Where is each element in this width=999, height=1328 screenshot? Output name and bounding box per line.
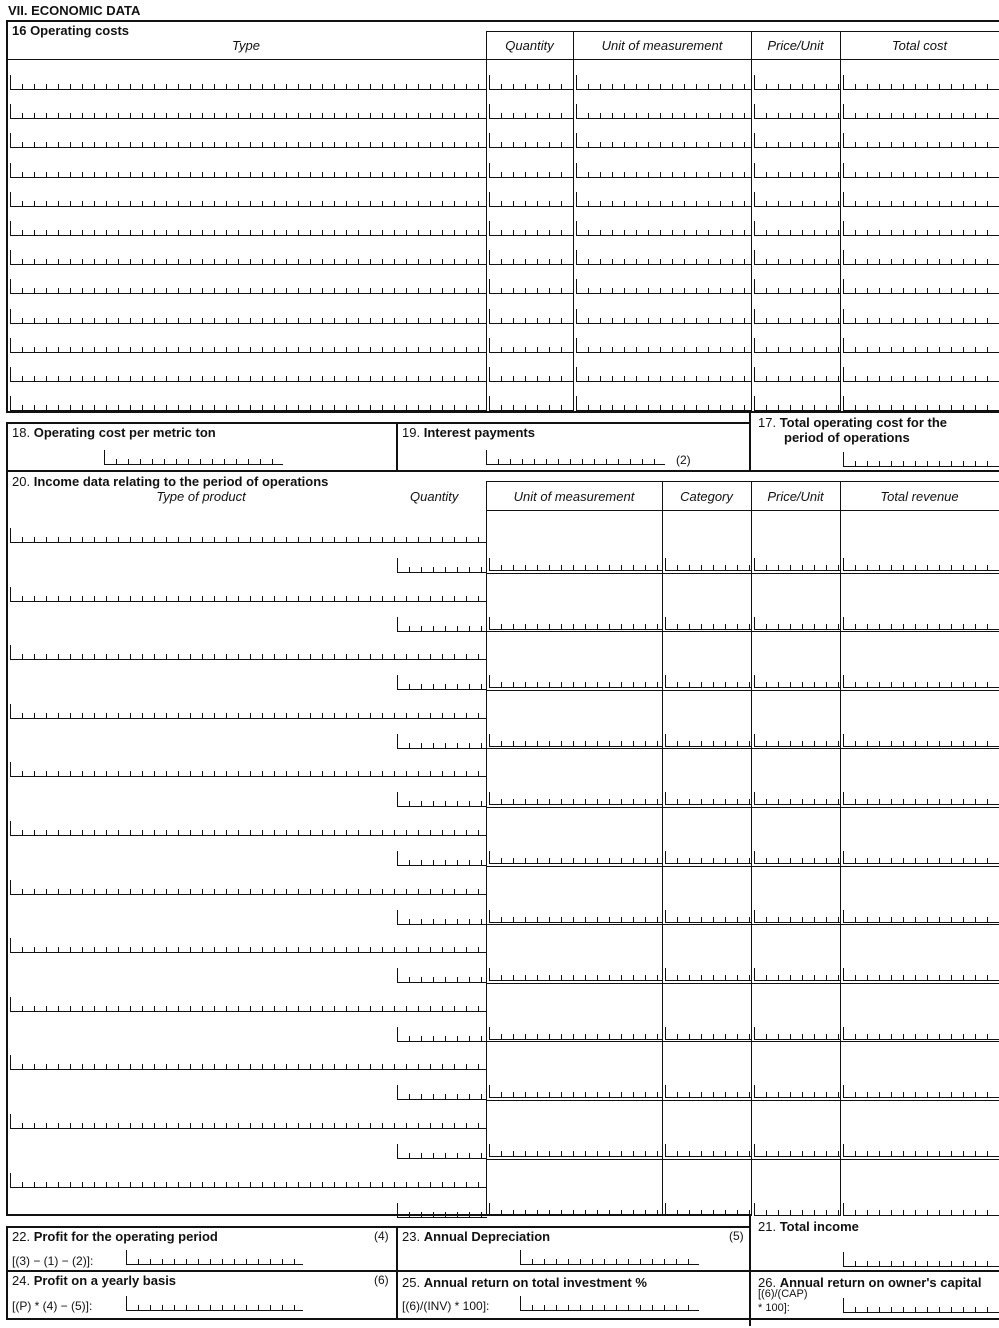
profit-yearly-ref: (6) [374,1273,389,1287]
total-operating-cost-label: 17. Total operating cost for the [758,415,948,430]
product-price-field[interactable] [754,792,841,805]
op-cost-type-field[interactable] [10,250,487,265]
op-cost-total-field[interactable] [843,338,999,353]
op-cost-unit-field[interactable] [576,250,752,265]
product-quantity-field[interactable] [397,1027,487,1042]
op-cost-price-field[interactable] [754,250,841,265]
op-cost-type-field[interactable] [10,133,487,148]
product-unit-field[interactable] [489,675,663,688]
product-quantity-field[interactable] [397,968,487,983]
col-quantity: Quantity [505,38,554,53]
col-unit: Unit of measurement [601,38,723,53]
product-quantity-field[interactable] [397,558,487,573]
product-unit-field[interactable] [489,851,663,864]
op-cost-total-field[interactable] [843,104,999,119]
op-cost-type-field[interactable] [10,192,487,207]
product-type-field[interactable] [10,528,487,543]
product-category-field[interactable] [665,1027,752,1040]
profit-operating-period-formula: [(3) − (1) − (2)]: [12,1254,94,1268]
product-revenue-field[interactable] [843,617,999,630]
op-cost-quantity-field[interactable] [489,133,574,148]
op-cost-price-field[interactable] [754,75,841,90]
total-income-label: 21. Total income [758,1219,859,1234]
op-cost-unit-field[interactable] [576,75,752,90]
income-data-title: 20. Income data relating to the period of operations [12,474,329,489]
profit-operating-period-ref: (4) [374,1229,389,1243]
product-revenue-field[interactable] [843,792,999,805]
op-cost-quantity-field[interactable] [489,163,574,178]
op-cost-type-field[interactable] [10,75,487,90]
op-cost-price-field[interactable] [754,338,841,353]
product-type-field[interactable] [10,821,487,836]
op-cost-per-ton-field[interactable] [104,450,283,465]
product-quantity-field[interactable] [397,1203,487,1218]
total-operating-cost-label-2: period of operations [784,430,910,445]
annual-depreciation-ref: (5) [729,1229,744,1243]
product-type-field[interactable] [10,997,487,1012]
op-cost-price-field[interactable] [754,163,841,178]
product-revenue-field[interactable] [843,558,999,571]
profit-operating-period-field[interactable] [126,1250,303,1265]
interest-payments-field[interactable] [486,450,665,465]
return-total-investment-field[interactable] [520,1296,699,1311]
product-unit-field[interactable] [489,1085,663,1098]
col-income-quantity: Quantity [410,489,459,504]
op-cost-total-field[interactable] [843,367,999,382]
annual-depreciation-field[interactable] [520,1250,699,1265]
col-type: Type [232,38,260,53]
product-quantity-field[interactable] [397,1144,487,1159]
product-category-field[interactable] [665,1203,752,1216]
op-cost-price-field[interactable] [754,133,841,148]
op-cost-unit-field[interactable] [576,163,752,178]
product-unit-field[interactable] [489,910,663,923]
op-cost-unit-field[interactable] [576,309,752,324]
col-income-price-unit: Price/Unit [767,489,824,504]
product-type-field[interactable] [10,704,487,719]
product-unit-field[interactable] [489,792,663,805]
op-cost-total-field[interactable] [843,163,999,178]
interest-payments-label: 19. Interest payments [402,425,535,440]
product-revenue-field[interactable] [843,1027,999,1040]
product-type-field[interactable] [10,587,487,602]
op-cost-type-field[interactable] [10,367,487,382]
op-cost-price-field[interactable] [754,367,841,382]
op-cost-type-field[interactable] [10,104,487,119]
product-unit-field[interactable] [489,617,663,630]
return-owners-capital-formula-2: * 100]: [758,1302,790,1314]
product-quantity-field[interactable] [397,851,487,866]
op-cost-type-field[interactable] [10,309,487,324]
product-revenue-field[interactable] [843,1203,999,1216]
op-cost-type-field[interactable] [10,279,487,294]
op-cost-quantity-field[interactable] [489,279,574,294]
product-category-field[interactable] [665,1085,752,1098]
col-category: Category [680,489,733,504]
product-price-field[interactable] [754,1085,841,1098]
op-cost-price-field[interactable] [754,309,841,324]
profit-yearly-formula: [(P) * (4) − (5)]: [12,1299,93,1313]
op-cost-type-field[interactable] [10,163,487,178]
product-unit-field[interactable] [489,968,663,981]
op-cost-price-field[interactable] [754,221,841,236]
product-price-field[interactable] [754,1027,841,1040]
op-cost-unit-field[interactable] [576,221,752,236]
op-cost-unit-field[interactable] [576,367,752,382]
op-cost-quantity-field[interactable] [489,104,574,119]
op-cost-unit-field[interactable] [576,192,752,207]
total-income-field[interactable] [843,1252,999,1267]
product-type-field[interactable] [10,1055,487,1070]
op-cost-quantity-field[interactable] [489,75,574,90]
product-quantity-field[interactable] [397,675,487,690]
op-cost-total-field[interactable] [843,279,999,294]
op-cost-total-field[interactable] [843,309,999,324]
product-category-field[interactable] [665,617,752,630]
product-unit-field[interactable] [489,1027,663,1040]
op-cost-quantity-field[interactable] [489,367,574,382]
op-cost-quantity-field[interactable] [489,192,574,207]
op-cost-quantity-field[interactable] [489,221,574,236]
product-unit-field[interactable] [489,558,663,571]
product-type-field[interactable] [10,1173,487,1188]
op-cost-price-field[interactable] [754,104,841,119]
product-category-field[interactable] [665,675,752,688]
profit-yearly-label: 24. Profit on a yearly basis [12,1273,177,1288]
product-price-field[interactable] [754,617,841,630]
product-category-field[interactable] [665,968,752,981]
product-price-field[interactable] [754,1144,841,1157]
op-cost-per-ton-label: 18. Operating cost per metric ton [12,425,216,440]
total-operating-cost-field[interactable] [843,452,999,467]
col-total-revenue: Total revenue [880,489,959,504]
product-unit-field[interactable] [489,1144,663,1157]
product-unit-field[interactable] [489,1203,663,1216]
profit-operating-period-label: 22. Profit for the operating period [12,1229,218,1244]
op-cost-total-field[interactable] [843,75,999,90]
product-unit-field[interactable] [489,734,663,747]
product-category-field[interactable] [665,558,752,571]
product-revenue-field[interactable] [843,675,999,688]
product-price-field[interactable] [754,734,841,747]
op-cost-type-field[interactable] [10,338,487,353]
return-owners-capital-label: 26. Annual return on owner's capital [758,1275,982,1290]
col-total-cost: Total cost [891,38,948,53]
product-type-field[interactable] [10,645,487,660]
product-quantity-field[interactable] [397,792,487,807]
op-cost-unit-field[interactable] [576,338,752,353]
product-quantity-field[interactable] [397,1085,487,1100]
product-type-field[interactable] [10,1114,487,1129]
op-cost-unit-field[interactable] [576,104,752,119]
product-category-field[interactable] [665,792,752,805]
op-cost-total-field[interactable] [843,133,999,148]
op-cost-quantity-field[interactable] [489,396,574,411]
op-cost-price-field[interactable] [754,279,841,294]
op-cost-price-field[interactable] [754,396,841,411]
op-cost-type-field[interactable] [10,221,487,236]
col-income-unit: Unit of measurement [513,489,635,504]
product-revenue-field[interactable] [843,1085,999,1098]
op-cost-quantity-field[interactable] [489,250,574,265]
return-total-investment-label: 25. Annual return on total investment % [402,1275,647,1290]
col-price-unit: Price/Unit [767,38,824,53]
op-cost-type-field[interactable] [10,396,487,411]
op-cost-price-field[interactable] [754,192,841,207]
product-price-field[interactable] [754,675,841,688]
product-quantity-field[interactable] [397,617,487,632]
product-category-field[interactable] [665,1144,752,1157]
op-cost-quantity-field[interactable] [489,338,574,353]
product-price-field[interactable] [754,558,841,571]
interest-payments-ref: (2) [676,453,691,467]
product-category-field[interactable] [665,734,752,747]
annual-depreciation-label: 23. Annual Depreciation [402,1229,551,1244]
op-cost-total-field[interactable] [843,250,999,265]
product-quantity-field[interactable] [397,734,487,749]
product-price-field[interactable] [754,910,841,923]
product-revenue-field[interactable] [843,1144,999,1157]
product-price-field[interactable] [754,968,841,981]
op-cost-unit-field[interactable] [576,279,752,294]
product-revenue-field[interactable] [843,734,999,747]
product-price-field[interactable] [754,851,841,864]
return-owners-capital-formula-1: [(6)/(CAP) [758,1288,808,1300]
op-cost-unit-field[interactable] [576,396,752,411]
product-revenue-field[interactable] [843,851,999,864]
product-price-field[interactable] [754,1203,841,1216]
product-category-field[interactable] [665,910,752,923]
col-type-of-product: Type of product [156,489,246,504]
product-type-field[interactable] [10,762,487,777]
return-total-investment-formula: [(6)/(INV) * 100]: [402,1299,490,1313]
product-type-field[interactable] [10,880,487,895]
op-cost-total-field[interactable] [843,221,999,236]
op-cost-total-field[interactable] [843,192,999,207]
product-type-field[interactable] [10,938,487,953]
operating-costs-title: 16 Operating costs [12,23,130,38]
product-revenue-field[interactable] [843,910,999,923]
section-title: VII. ECONOMIC DATA [8,3,141,18]
op-cost-total-field[interactable] [843,396,999,411]
product-category-field[interactable] [665,851,752,864]
product-quantity-field[interactable] [397,910,487,925]
product-revenue-field[interactable] [843,968,999,981]
op-cost-unit-field[interactable] [576,133,752,148]
profit-yearly-field[interactable] [126,1296,303,1311]
op-cost-quantity-field[interactable] [489,309,574,324]
return-owners-capital-field[interactable] [843,1298,999,1313]
